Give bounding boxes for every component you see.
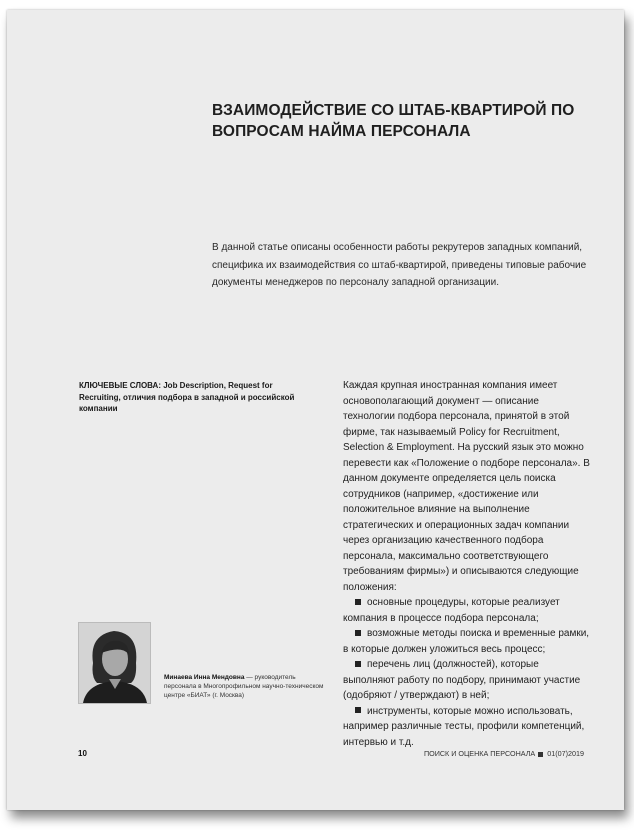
article-title: ВЗАИМОДЕЙСТВИЕ СО ШТАБ-КВАРТИРОЙ ПО ВОПРОСАМ НАЙМА ПЕРСОНАЛА <box>212 102 575 140</box>
list-item: основные процедуры, которые реализует компания в процессе подбора персонала; <box>343 597 560 624</box>
square-bullet-icon <box>355 630 361 636</box>
journal-name: ПОИСК И ОЦЕНКА ПЕРСОНАЛА <box>423 749 536 758</box>
square-bullet-icon <box>355 599 361 605</box>
keywords-label: КЛЮЧЕВЫЕ СЛОВА: <box>79 381 161 390</box>
keywords-text: Job Description, Request for Recruiting, отличия подбора в западной и российской компании <box>79 381 295 413</box>
list-item: перечень лиц (должностей), которые выполняют работу по подбору, принимают участие (одобряют / утверждают) в ней; <box>343 659 581 701</box>
running-footer <box>424 749 584 758</box>
author-caption <box>164 673 329 700</box>
body-bullet-list <box>343 595 591 750</box>
document-page <box>7 10 624 810</box>
author-photo <box>78 622 151 704</box>
author-portrait-icon <box>79 623 150 703</box>
author-name: Минаева Инна Мендовна <box>164 674 245 681</box>
article-abstract: В данной статье описаны особенности работы рекрутеров западных компаний, специфика их взаимодействия со штаб-квартирой, приведены типовые рабочие документы менеджеров по персоналу западной организации. <box>212 242 587 288</box>
page-number: 10 <box>78 749 87 758</box>
article-body <box>343 378 591 750</box>
square-bullet-icon <box>355 661 361 667</box>
list-item: возможные методы поиска и временные рамки, в которые должен уложиться весь процесс; <box>343 628 590 655</box>
body-intro: Каждая крупная иностранная компания имеет основополагающий документ — описание технологии подбора персонала, принятой в этой фирме, так называемый Policy for Recruitment, Selection & Employment. На русский язык это можно перевести как «Положение о подборе персонала». В данном документе определяется цель поиска сотрудников (например, «достижение или положительное влияние на выполнение стратегических и операционных задач компании через организацию качественного подбора персонала, максимально соответствующего требованиям фирмы») и описываются следующие положения: <box>343 380 590 593</box>
list-item: инструменты, которые можно использовать, например различные тесты, профили компетенций, интервью и т.д. <box>343 705 585 748</box>
square-bullet-icon <box>355 707 361 713</box>
author-description: — руководитель персонала в Многопрофильном научно-техническом центре «БИАТ» (г. Москва) <box>164 674 324 699</box>
issue-number: 01(07)2019 <box>547 749 584 758</box>
square-separator-icon <box>538 752 543 757</box>
keywords-block <box>79 380 314 415</box>
